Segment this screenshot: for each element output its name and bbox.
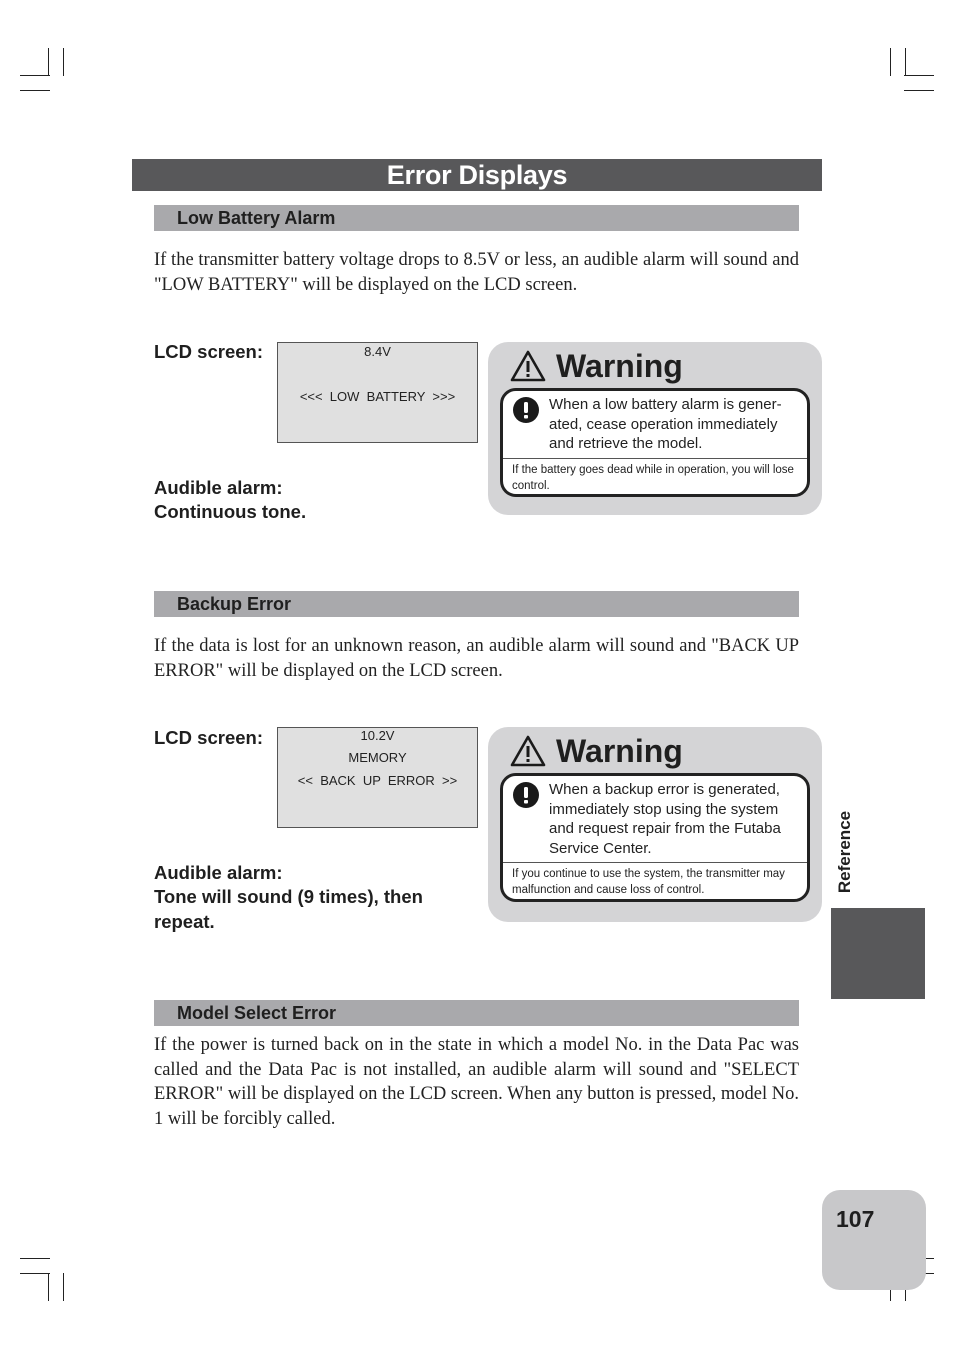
warning-message: [503, 391, 807, 458]
crop-mark: [20, 90, 50, 91]
section-heading-backup-error: Backup Error: [154, 591, 799, 617]
audible-alarm-label: Audible alarm:: [154, 477, 283, 498]
lcd-screen-label: LCD screen:: [154, 727, 263, 748]
warning-heading: [510, 731, 683, 771]
page-number: 107: [836, 1206, 875, 1232]
lcd-line: 10.2V: [360, 728, 395, 743]
lcd-display-low-battery: [277, 342, 478, 443]
crop-mark: [48, 1273, 49, 1301]
crop-mark: [890, 48, 891, 76]
lcd-display-backup-error: [277, 727, 478, 828]
warning-triangle-icon: [510, 735, 546, 767]
crop-mark: [904, 75, 934, 76]
crop-mark: [20, 1258, 50, 1259]
audible-alarm-description: Tone will sound (9 times), then repeat.: [154, 886, 423, 932]
crop-mark: [20, 1273, 50, 1274]
warning-triangle-icon: [510, 350, 546, 382]
warning-heading: [510, 346, 683, 386]
side-tab-block: [831, 908, 925, 999]
audible-alarm-label: Audible alarm:: [154, 862, 283, 883]
crop-mark: [63, 1273, 64, 1301]
crop-mark: [48, 48, 49, 76]
exclamation-icon: [513, 397, 539, 423]
page-number-tab: [822, 1190, 926, 1290]
section-heading-low-battery: Low Battery Alarm: [154, 205, 799, 231]
warning-title: Warning: [556, 732, 683, 769]
warning-main-text: When a backup error is generated, immediately stop using the system and request repair from the Futaba Service Center.: [549, 781, 781, 857]
audible-alarm-description: Continuous tone.: [154, 501, 307, 522]
exclamation-icon: [513, 782, 539, 808]
side-tab-reference: [833, 805, 857, 899]
crop-mark: [904, 90, 934, 91]
warning-main-text: When a low battery alarm is gener-ated, cease operation immediately and retrieve the model.: [549, 396, 782, 452]
crop-mark: [905, 48, 906, 76]
lcd-screen-label: LCD screen:: [154, 341, 263, 362]
lcd-line: <<< LOW BATTERY >>>: [299, 389, 456, 404]
warning-title: Warning: [556, 347, 683, 384]
warning-panel-low-battery: [488, 342, 822, 515]
warning-panel-backup-error: [488, 727, 822, 922]
section-body-backup-error: If the data is lost for an unknown reason, an audible alarm will sound and "BACK UP ERROR" will be displayed on the LCD screen.: [154, 636, 799, 681]
lcd-line: << BACK UP ERROR >>: [297, 773, 458, 788]
warning-note: If the battery goes dead while in operation, you will lose control.: [503, 458, 807, 498]
warning-note: If you continue to use the system, the transmitter may malfunction and cause loss of control.: [503, 862, 807, 902]
section-heading-model-select-error: Model Select Error: [154, 1000, 799, 1026]
section-body-model-select-error: If the power is turned back on in the state in which a model No. in the Data Pac was called and the Data Pac is not installed, an audible alarm will sound and "SELECT ERROR" will be displayed on the LCD screen. When any button is pressed, model No. 1 will be forcibly called.: [154, 1035, 799, 1129]
lcd-line: 8.4V: [364, 344, 391, 359]
warning-message: [503, 776, 807, 862]
warning-box: [500, 388, 810, 497]
crop-mark: [20, 75, 50, 76]
page-title: Error Displays: [132, 159, 822, 191]
section-body-low-battery: If the transmitter battery voltage drops to 8.5V or less, an audible alarm will sound and "LOW BATTERY" will be displayed on the LCD screen.: [154, 250, 799, 295]
warning-box: [500, 773, 810, 902]
lcd-line: MEMORY: [348, 750, 407, 765]
side-tab-label: Reference: [835, 810, 854, 894]
crop-mark: [63, 48, 64, 76]
